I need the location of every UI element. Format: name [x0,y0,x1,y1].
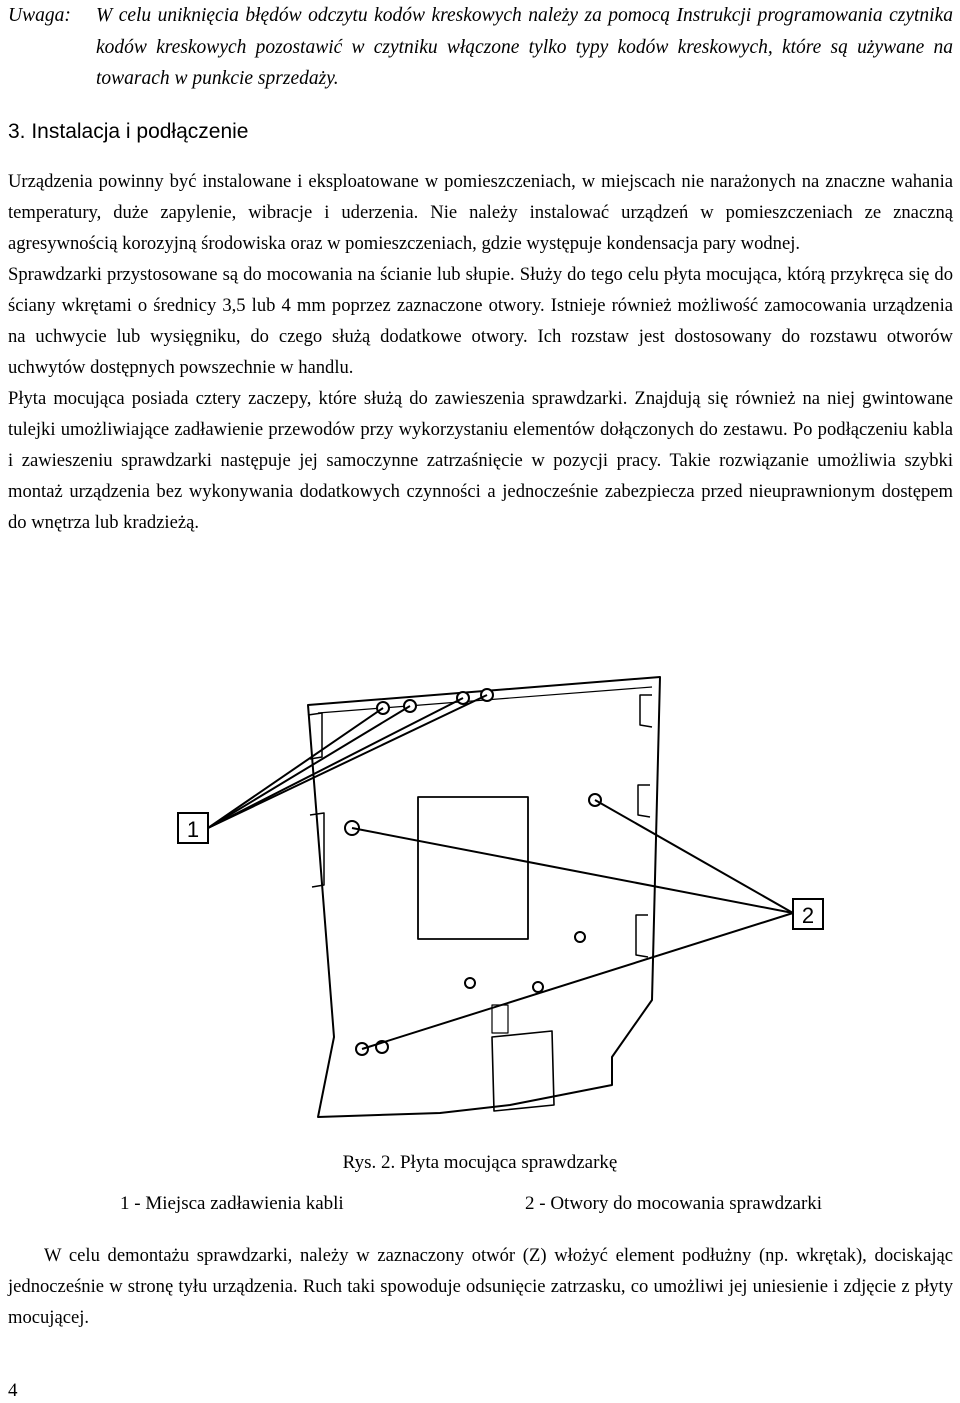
mounting-hole [575,932,585,942]
removal-instructions [8,1240,953,1333]
callout-1 [178,813,208,843]
legend-item-1: 1 - Miejsca zadławienia kabli [120,1193,344,1214]
callout-1-label: 1 [186,817,200,842]
note-label: Uwaga: [8,5,71,26]
legend-item-2: 2 - Otwory do mocowania sprawdzarki [525,1193,823,1214]
mounting-plate-diagram [0,665,960,1145]
removal-paragraph: W celu demontażu sprawdzarki, należy w zaznaczony otwór (Z) włożyć element podłużny (np. wkrętak), dociskając jednocześnie w stronę tyłu urządzenia. Ruch taki spowoduje odsunięcie zatrzasku, co umożliwi jej uniesienie i zdjęcie z płyty mocującej. [8,1245,953,1328]
mounting-hole [533,982,543,992]
installation-note [8,0,953,95]
section-title: 3. Instalacja i podłączenie [8,120,249,143]
mounting-hole [465,978,475,988]
figure-caption: Rys. 2. Płyta mocująca sprawdzarkę [342,1152,618,1173]
callout-2-label: 2 [801,903,815,928]
section-body [8,166,953,538]
page-number: 4 [8,1380,18,1401]
paragraph-mounting: Sprawdzarki przystosowane są do mocowania na ścianie lub słupie. Służy do tego celu płyta mocująca, którą przykręca się do ściany wkrętami o średnicy 3,5 lub 4 mm poprzez zaznaczone otwory. Istnieje również możliwość zamocowania urządzenia na uchwycie lub wysięgniku, do czego służą dodatkowe otwory. Ich rozstaw jest dostosowany do rozstawu otworów uchwytów dostępnych powszechnie w handlu. [8,264,953,378]
paragraph-environment: Urządzenia powinny być instalowane i eksploatowane w pomieszczeniach, w miejscach nie narażonych na znaczne wahania temperatury, duże zapylenie, wibracje i uderzenia. Nie należy instalować urządzeń w pomieszczeniach ze znaczną agresywnością korozyjną środowiska oraz w pomieszczeniach, gdzie występuje kondensacja pary wodnej. [8,171,953,254]
callout-2 [793,899,823,929]
central-window [418,797,528,939]
paragraph-mounting-plate: Płyta mocująca posiada cztery zaczepy, które służą do zawieszenia sprawdzarki. Znajdują się również na niej gwintowane tulejki umożliwiające zadławienie przewodów przy wykorzystaniu elementów dołączonych do zestawu. Po podłączeniu kabla i zawieszeniu sprawdzarki następuje jej samoczynne zatrzaśnięcie w pozycji pracy. Takie rozwiązanie umożliwia szybki montaż urządzenia bez wykonywania dodatkowych czynności a jednocześnie zabezpiecza przed nieuprawnionym dostępem do wnętrza lub kradzieżą. [8,388,953,533]
note-text: W celu uniknięcia błędów odczytu kodów kreskowych należy za pomocą Instrukcji programowania czytnika kodów kreskowych pozostawić w czytniku włączone tylko typy kodów kreskowych, które są używane na towarach w punkcie sprzedaży. [96,5,953,89]
